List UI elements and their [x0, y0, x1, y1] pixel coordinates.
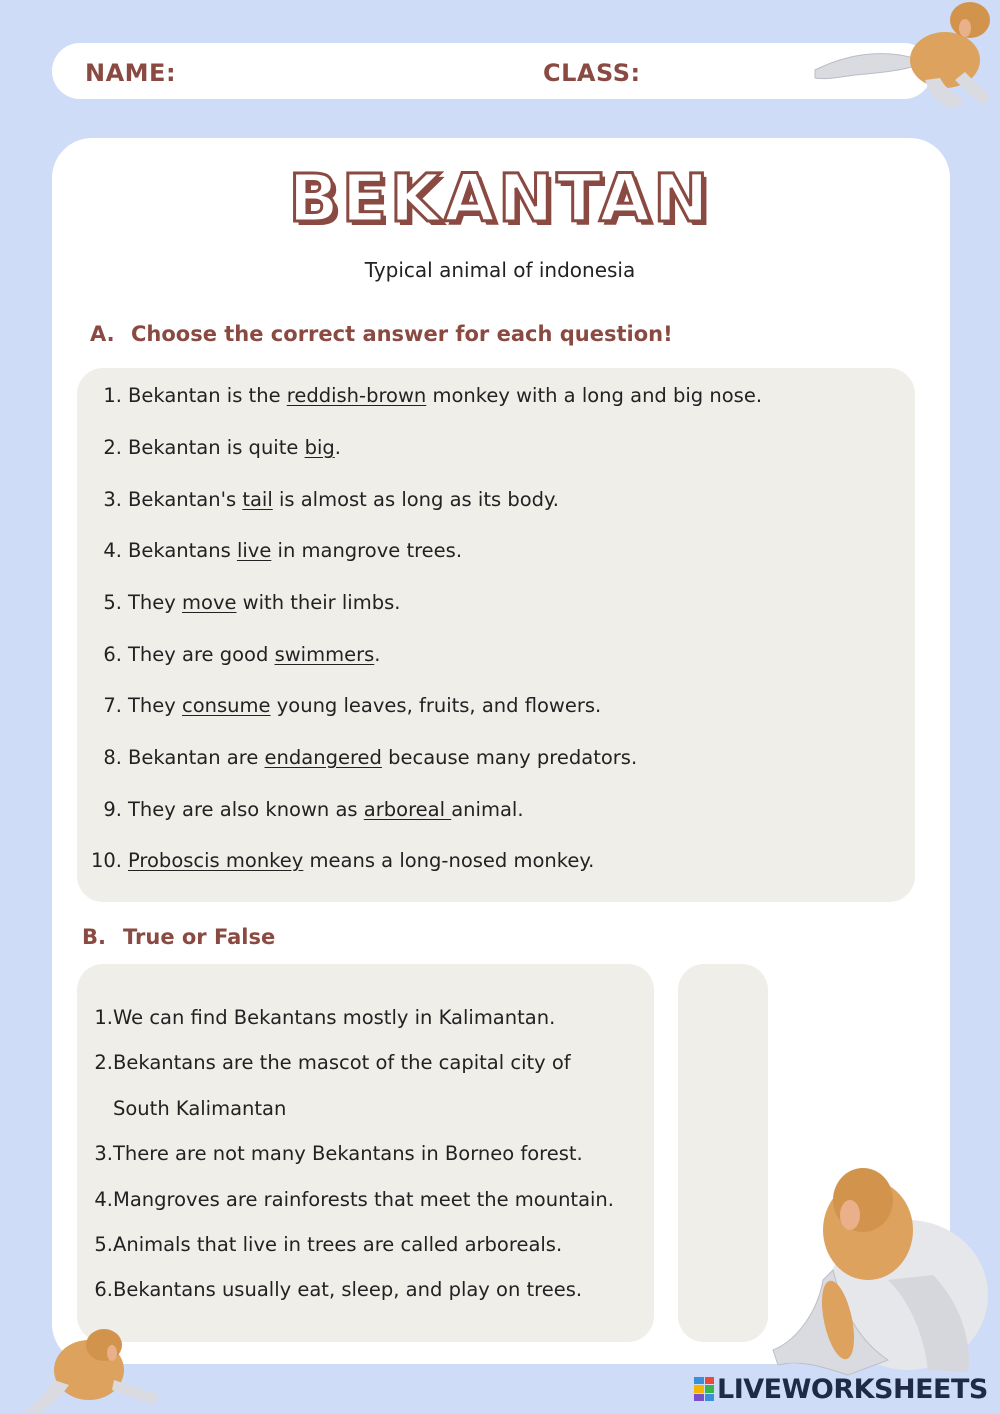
question-text-before: They: [128, 694, 183, 717]
section-b-letter: B.: [82, 925, 106, 949]
liveworksheets-branding: [694, 1374, 988, 1404]
proboscis-monkey-illustration-small: [14, 1325, 164, 1414]
question-item: [77, 539, 462, 562]
question-text-after: is almost as long as its body.: [272, 488, 559, 511]
section-a-heading: [90, 322, 673, 346]
underlined-word[interactable]: tail: [242, 488, 273, 511]
question-number: 7.: [103, 694, 122, 717]
statement-item: [77, 1188, 614, 1211]
statement-number: 2.: [94, 1051, 113, 1074]
section-a-question-panel: [77, 368, 915, 902]
worksheet-title: BEKANTAN: [288, 160, 712, 237]
question-text-before: They are also known as: [128, 798, 364, 821]
question-text-before: Bekantan are: [128, 746, 265, 769]
name-label: NAME:: [85, 59, 177, 87]
statement-text: We can find Bekantans mostly in Kalimantan.: [113, 1006, 556, 1029]
statement-text: There are not many Bekantans in Borneo forest.: [113, 1142, 583, 1165]
question-number: 9.: [103, 798, 122, 821]
question-text-after: because many predators.: [381, 746, 638, 769]
section-a-letter: A.: [90, 322, 115, 346]
underlined-word[interactable]: live: [236, 539, 272, 562]
statement-item: [77, 1006, 555, 1029]
statement-number: 5.: [94, 1233, 113, 1256]
underlined-word[interactable]: arboreal: [363, 798, 452, 821]
question-number: 4.: [103, 539, 122, 562]
proboscis-monkey-illustration-top: [805, 0, 995, 115]
question-text-after: young leaves, fruits, and flowers.: [270, 694, 602, 717]
underlined-word[interactable]: swimmers: [274, 643, 375, 666]
section-b-title: True or False: [123, 925, 276, 949]
liveworksheets-logo-icon: [694, 1377, 714, 1401]
statement-item: [77, 1051, 571, 1074]
statement-item: [77, 1142, 583, 1165]
question-number: 8.: [103, 746, 122, 769]
question-text-after: means a long-nosed monkey.: [303, 849, 595, 872]
question-text-before: They: [128, 591, 183, 614]
question-text-before: Bekantan is the: [128, 384, 287, 407]
underlined-word[interactable]: consume: [182, 694, 271, 717]
statement-text: Mangroves are rainforests that meet the mountain.: [113, 1188, 614, 1211]
class-label: CLASS:: [543, 59, 641, 87]
question-text-after: monkey with a long and big nose.: [426, 384, 763, 407]
question-text-after: with their limbs.: [236, 591, 401, 614]
liveworksheets-brand-text: LIVEWORKSHEETS: [717, 1373, 988, 1405]
question-text-after: .: [334, 436, 341, 459]
question-text-before: Bekantan's: [128, 488, 243, 511]
question-item: [77, 849, 594, 872]
statement-item: [77, 1278, 582, 1301]
statement-text: South Kalimantan: [113, 1097, 287, 1120]
underlined-word[interactable]: Proboscis monkey: [128, 849, 304, 872]
underlined-word[interactable]: move: [182, 591, 237, 614]
underlined-word[interactable]: endangered: [264, 746, 382, 769]
statement-text: Animals that live in trees are called arboreals.: [113, 1233, 563, 1256]
section-b-heading: [82, 925, 275, 949]
header-bar: [52, 43, 932, 99]
worksheet-subtitle: Typical animal of indonesia: [364, 258, 636, 282]
question-item: [77, 591, 400, 614]
statement-number: 6.: [94, 1278, 113, 1301]
question-number: 5.: [103, 591, 122, 614]
section-b-statement-panel: [77, 964, 654, 1342]
statement-text: Bekantans usually eat, sleep, and play on trees.: [113, 1278, 583, 1301]
question-item: [77, 436, 341, 459]
statement-number: 1.: [94, 1006, 113, 1029]
question-text-before: They are good: [128, 643, 275, 666]
question-item: [77, 694, 601, 717]
question-item: [77, 643, 380, 666]
statement-item: [77, 1233, 562, 1256]
underlined-word[interactable]: reddish-brown: [286, 384, 427, 407]
question-number: 6.: [103, 643, 122, 666]
question-item: [77, 798, 524, 821]
question-item: [77, 746, 637, 769]
underlined-word[interactable]: big: [304, 436, 335, 459]
question-number: 10.: [90, 849, 122, 872]
question-number: 3.: [103, 488, 122, 511]
question-text-after: .: [374, 643, 381, 666]
question-number: 2.: [103, 436, 122, 459]
question-item: [77, 384, 762, 407]
statement-number: 3.: [94, 1142, 113, 1165]
question-text-before: Bekantans: [128, 539, 237, 562]
statement-item: [77, 1097, 286, 1120]
question-text-after: in mangrove trees.: [271, 539, 463, 562]
statement-text: Bekantans are the mascot of the capital city of: [113, 1051, 571, 1074]
proboscis-monkey-illustration-sitting: [738, 1160, 1000, 1385]
section-a-title: Choose the correct answer for each question!: [131, 322, 673, 346]
question-item: [77, 488, 559, 511]
statement-number: 4.: [94, 1188, 113, 1211]
question-text-before: Bekantan is quite: [128, 436, 305, 459]
question-text-after: animal.: [451, 798, 524, 821]
question-number: 1.: [103, 384, 122, 407]
